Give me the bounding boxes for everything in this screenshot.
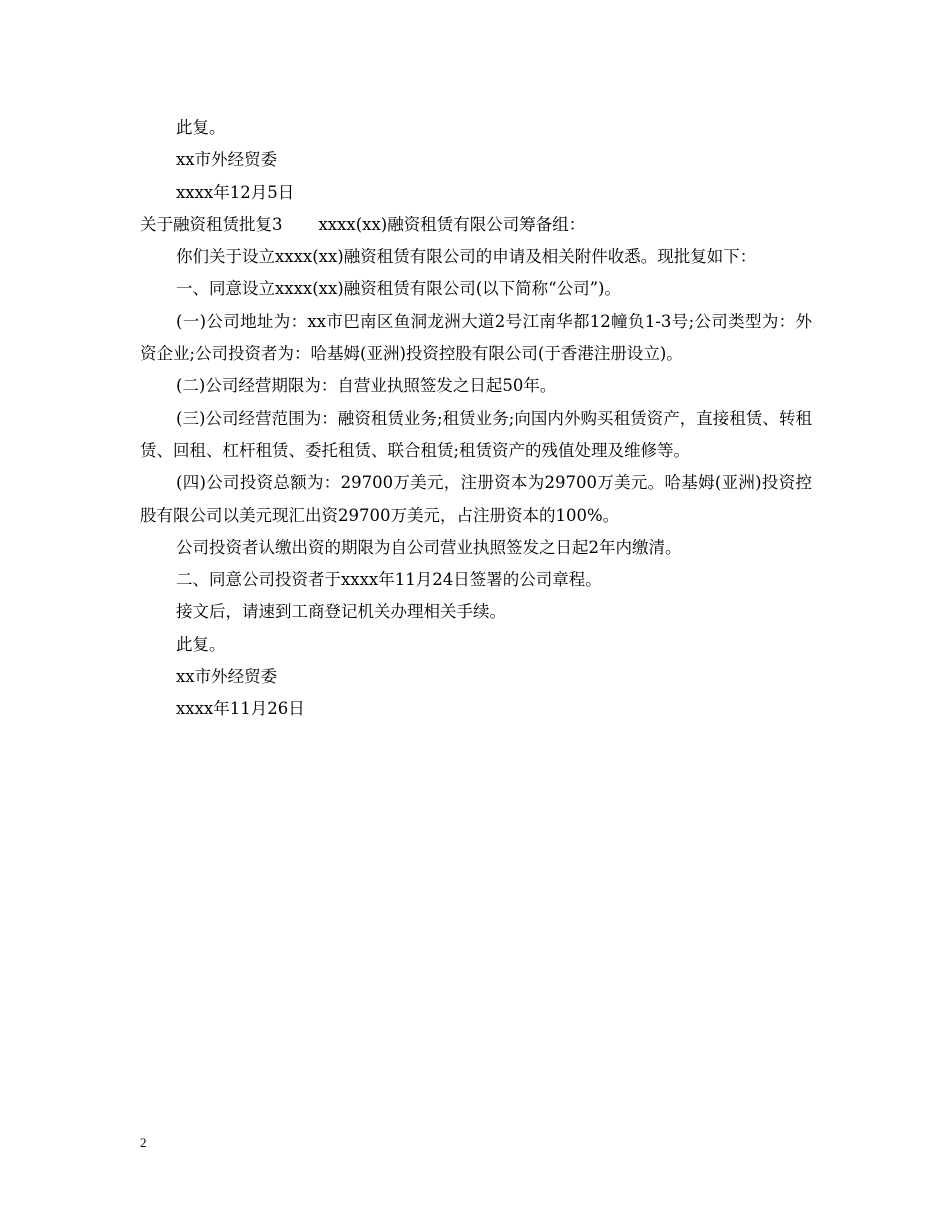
document-body xyxy=(140,112,812,726)
section-title: 关于融资租赁批复3 xyxy=(140,214,283,234)
addressee: xxxx(xx)融资租赁有限公司筹备组： xyxy=(318,214,586,234)
paragraph: (四)公司投资总额为：29700万美元，注册资本为29700万美元。哈基姆(亚洲)投资控股有限公司以美元现汇出资29700万美元，占注册资本的100%。 xyxy=(140,473,812,525)
closing-line: 此复。 xyxy=(176,118,226,137)
paragraph: (一)公司地址为：xx市巴南区鱼洞龙洲大道2号江南华都12幢负1-3号;公司类型为：外资企业;公司投资者为：哈基姆(亚洲)投资控股有限公司(于香港注册设立)。 xyxy=(140,311,812,364)
page-number: 2 xyxy=(140,1135,147,1150)
closing-line: 此复。 xyxy=(176,634,226,654)
paragraph: (二)公司经营期限为：自营业执照签发之日起50年。 xyxy=(176,376,557,396)
paragraph: 一、同意设立xxxx(xx)融资租赁有限公司(以下简称“公司”)。 xyxy=(176,279,621,299)
paragraph: 你们关于设立xxxx(xx)融资租赁有限公司的申请及相关附件收悉。现批复如下： xyxy=(176,247,757,267)
issuer-line: xx市外经贸委 xyxy=(176,667,278,687)
paragraph: 二、同意公司投资者于xxxx年11月24日签署的公司章程。 xyxy=(176,570,602,590)
date-line: xxxx年11月26日 xyxy=(176,699,305,719)
paragraph: (三)公司经营范围为：融资租赁业务;租赁业务;向国内外购买租赁资产，直接租赁、转租赁、回租、杠杆租赁、委托租赁、联合租赁;租赁资产的残值处理及维修等。 xyxy=(140,408,812,460)
date-line: xxxx年12月5日 xyxy=(176,182,295,202)
issuer-line: xx市外经贸委 xyxy=(176,150,278,170)
paragraph: 接文后，请速到工商登记机关办理相关手续。 xyxy=(176,602,506,622)
paragraph: 公司投资者认缴出资的期限为自公司营业执照签发之日起2年内缴清。 xyxy=(176,537,682,557)
section-heading-line xyxy=(140,209,812,241)
